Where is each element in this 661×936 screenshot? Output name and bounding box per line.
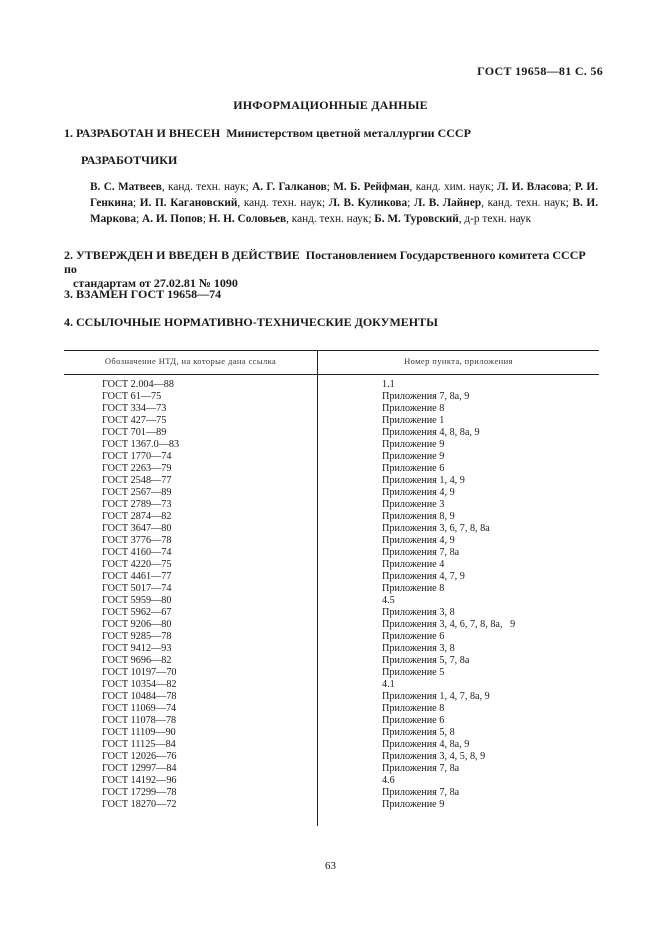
table-row-reference: Приложения 4, 9 <box>382 487 455 498</box>
section-1-text: Министерством цветной металлургии СССР <box>226 126 471 140</box>
table-row-reference: Приложение 9 <box>382 439 445 450</box>
table-row-reference: Приложения 3, 4, 5, 8, 9 <box>382 751 486 762</box>
developer-degree: канд. техн. наук <box>487 197 566 209</box>
developer-name: Б. М. Туровский <box>374 213 459 225</box>
table-row-reference: 4.5 <box>382 595 395 606</box>
table-row-ntd: ГОСТ 61—75 <box>102 391 162 402</box>
developer-name: М. Б. Рейфман <box>333 181 410 193</box>
table-row-ntd: ГОСТ 1367.0—83 <box>102 439 180 450</box>
section-2-label: 2. УТВЕРЖДЕН И ВВЕДЕН В ДЕЙСТВИЕ <box>64 248 300 262</box>
developer-name: Л. И. Власова <box>497 181 569 193</box>
table-row-ntd: ГОСТ 11125—84 <box>102 739 176 750</box>
table-row-ntd: ГОСТ 3647—80 <box>102 523 172 534</box>
table-row-ntd: ГОСТ 18270—72 <box>102 799 177 810</box>
document-reference: ГОСТ 19658—81 С. 56 <box>477 64 603 78</box>
table-row-reference: Приложения 5, 7, 8а <box>382 655 470 666</box>
developer-name: Р. И. Генкина <box>90 181 599 209</box>
ntd-column <box>102 379 179 811</box>
table-row-reference: Приложение 1 <box>382 415 445 426</box>
table-top-rule <box>64 350 599 351</box>
table-row-reference: 4.6 <box>382 775 395 786</box>
column-header-reference: Номер пункта, приложения <box>404 356 513 366</box>
table-row-reference: Приложения 3, 8 <box>382 643 455 654</box>
table-row-ntd: ГОСТ 4160—74 <box>102 547 172 558</box>
table-row-reference: Приложение 8 <box>382 583 445 594</box>
developer-name: Л. В. Лайнер <box>413 197 482 209</box>
table-row-reference: Приложения 7, 8а, 9 <box>382 391 470 402</box>
table-row-reference: Приложения 3, 6, 7, 8, 8а <box>382 523 490 534</box>
table-row-reference: Приложение 9 <box>382 451 445 462</box>
developer-degree: канд. техн. наук <box>243 197 322 209</box>
section-1 <box>64 126 471 141</box>
table-header-rule <box>64 374 599 375</box>
table-row-ntd: ГОСТ 12997—84 <box>102 763 177 774</box>
table-row-ntd: ГОСТ 1770—74 <box>102 451 172 462</box>
table-row-ntd: ГОСТ 11069—74 <box>102 703 177 714</box>
table-row-reference: Приложения 4, 9 <box>382 535 455 546</box>
developers-heading: РАЗРАБОТЧИКИ <box>81 153 178 167</box>
page-number: 63 <box>325 860 336 872</box>
table-row-ntd: ГОСТ 701—89 <box>102 427 167 438</box>
table-row-reference: Приложение 6 <box>382 463 445 474</box>
table-row-reference: Приложения 3, 8 <box>382 607 455 618</box>
developer-degree: канд. техн. наук <box>291 213 369 225</box>
table-row-reference: Приложение 8 <box>382 403 445 414</box>
table-row-reference: Приложения 4, 8, 8а, 9 <box>382 427 480 438</box>
developer-name: В. С. Матвеев <box>90 181 162 193</box>
section-2-text-line1: Постановлением Государственного комитета СССР по <box>64 248 586 276</box>
developer-name: Н. Н. Соловьев <box>208 213 287 225</box>
table-row-reference: Приложения 7, 8а <box>382 547 460 558</box>
table-row-reference: Приложение 8 <box>382 703 445 714</box>
section-2 <box>64 248 600 290</box>
table-row-reference: Приложение 9 <box>382 799 445 810</box>
table-row-reference: Приложения 7, 8а <box>382 787 460 798</box>
table-row-reference: Приложения 8, 9 <box>382 511 455 522</box>
table-row-reference: Приложения 7, 8а <box>382 763 460 774</box>
developer-name: Л. В. Куликова <box>328 197 408 209</box>
table-row-ntd: ГОСТ 5959—80 <box>102 595 172 606</box>
table-column-divider <box>317 350 318 826</box>
table-row-ntd: ГОСТ 2567—89 <box>102 487 172 498</box>
table-row-reference: 4.1 <box>382 679 395 690</box>
table-row-ntd: ГОСТ 2789—73 <box>102 499 172 510</box>
developer-name: И. П. Кагановский <box>139 197 238 209</box>
developer-name: А. И. Попов <box>142 213 203 225</box>
table-row-reference: Приложение 6 <box>382 631 445 642</box>
table-row-ntd: ГОСТ 5017—74 <box>102 583 172 594</box>
table-row-ntd: ГОСТ 2548—77 <box>102 475 172 486</box>
developer-name: В. И. Маркова <box>90 197 599 225</box>
table-row-ntd: ГОСТ 334—73 <box>102 403 167 414</box>
table-row-ntd: ГОСТ 9696—82 <box>102 655 172 666</box>
table-row-ntd: ГОСТ 11109—90 <box>102 727 176 738</box>
developer-degree: д-р техн. наук <box>464 213 532 225</box>
table-row-ntd: ГОСТ 10197—70 <box>102 667 177 678</box>
developer-degree: канд. хим. наук <box>415 181 491 193</box>
developers-list: В. С. Матвеев, канд. техн. наук; А. Г. Галканов; М. Б. Рейфман, канд. хим. наук; Л. И. Власова; Р. И. Генкина; И. П. Кагановский, канд. техн. наук; Л. В. Куликова; Л. В. Лайнер, канд. техн. наук; В. И. Маркова; А. И. Попов; Н. Н. Соловьев, канд. техн. наук; Б. М. Туровский, д-р техн. наук <box>90 181 599 225</box>
developer-degree: канд. техн. наук <box>168 181 246 193</box>
table-row-reference: Приложения 5, 8 <box>382 727 455 738</box>
section-1-label: 1. РАЗРАБОТАН И ВНЕСЕН <box>64 126 221 140</box>
table-row-ntd: ГОСТ 10484—78 <box>102 691 177 702</box>
table-row-ntd: ГОСТ 9206—80 <box>102 619 172 630</box>
table-row-ntd: ГОСТ 11078—78 <box>102 715 177 726</box>
table-row-ntd: ГОСТ 12026—76 <box>102 751 177 762</box>
table-row-reference: Приложения 1, 4, 7, 8а, 9 <box>382 691 490 702</box>
table-row-reference: Приложения 3, 4, 6, 7, 8, 8а, 9 <box>382 619 516 630</box>
table-row-ntd: ГОСТ 5962—67 <box>102 607 172 618</box>
table-row-reference: Приложение 6 <box>382 715 445 726</box>
table-row-ntd: ГОСТ 2263—79 <box>102 463 172 474</box>
table-row-reference: Приложения 4, 8а, 9 <box>382 739 470 750</box>
table-row-reference: 1.1 <box>382 379 395 390</box>
section-2-text-line2: стандартам от 27.02.81 № 1090 <box>73 276 238 290</box>
table-row-ntd: ГОСТ 9285—78 <box>102 631 172 642</box>
table-row-ntd: ГОСТ 17299—78 <box>102 787 177 798</box>
section-4: 4. ССЫЛОЧНЫЕ НОРМАТИВНО-ТЕХНИЧЕСКИЕ ДОКУМЕНТЫ <box>64 315 438 329</box>
table-row-reference: Приложение 3 <box>382 499 445 510</box>
page-title: ИНФОРМАЦИОННЫЕ ДАННЫЕ <box>233 98 428 112</box>
table-row-ntd: ГОСТ 2.004—88 <box>102 379 174 390</box>
table-row-ntd: ГОСТ 4220—75 <box>102 559 172 570</box>
section-3: 3. ВЗАМЕН ГОСТ 19658—74 <box>64 287 222 301</box>
table-row-reference: Приложения 1, 4, 9 <box>382 475 465 486</box>
developer-name: А. Г. Галканов <box>252 181 327 193</box>
table-row-reference: Приложение 5 <box>382 667 445 678</box>
table-row-ntd: ГОСТ 9412—93 <box>102 643 172 654</box>
table-row-ntd: ГОСТ 3776—78 <box>102 535 172 546</box>
table-row-ntd: ГОСТ 4461—77 <box>102 571 172 582</box>
table-row-ntd: ГОСТ 427—75 <box>102 415 167 426</box>
table-row-ntd: ГОСТ 14192—96 <box>102 775 177 786</box>
reference-column <box>382 379 515 811</box>
column-header-ntd: Обозначение НТД, на которые дана ссылка <box>104 356 277 366</box>
table-row-reference: Приложение 4 <box>382 559 445 570</box>
table-row-ntd: ГОСТ 10354—82 <box>102 679 177 690</box>
table-row-ntd: ГОСТ 2874—82 <box>102 511 172 522</box>
table-row-reference: Приложения 4, 7, 9 <box>382 571 465 582</box>
